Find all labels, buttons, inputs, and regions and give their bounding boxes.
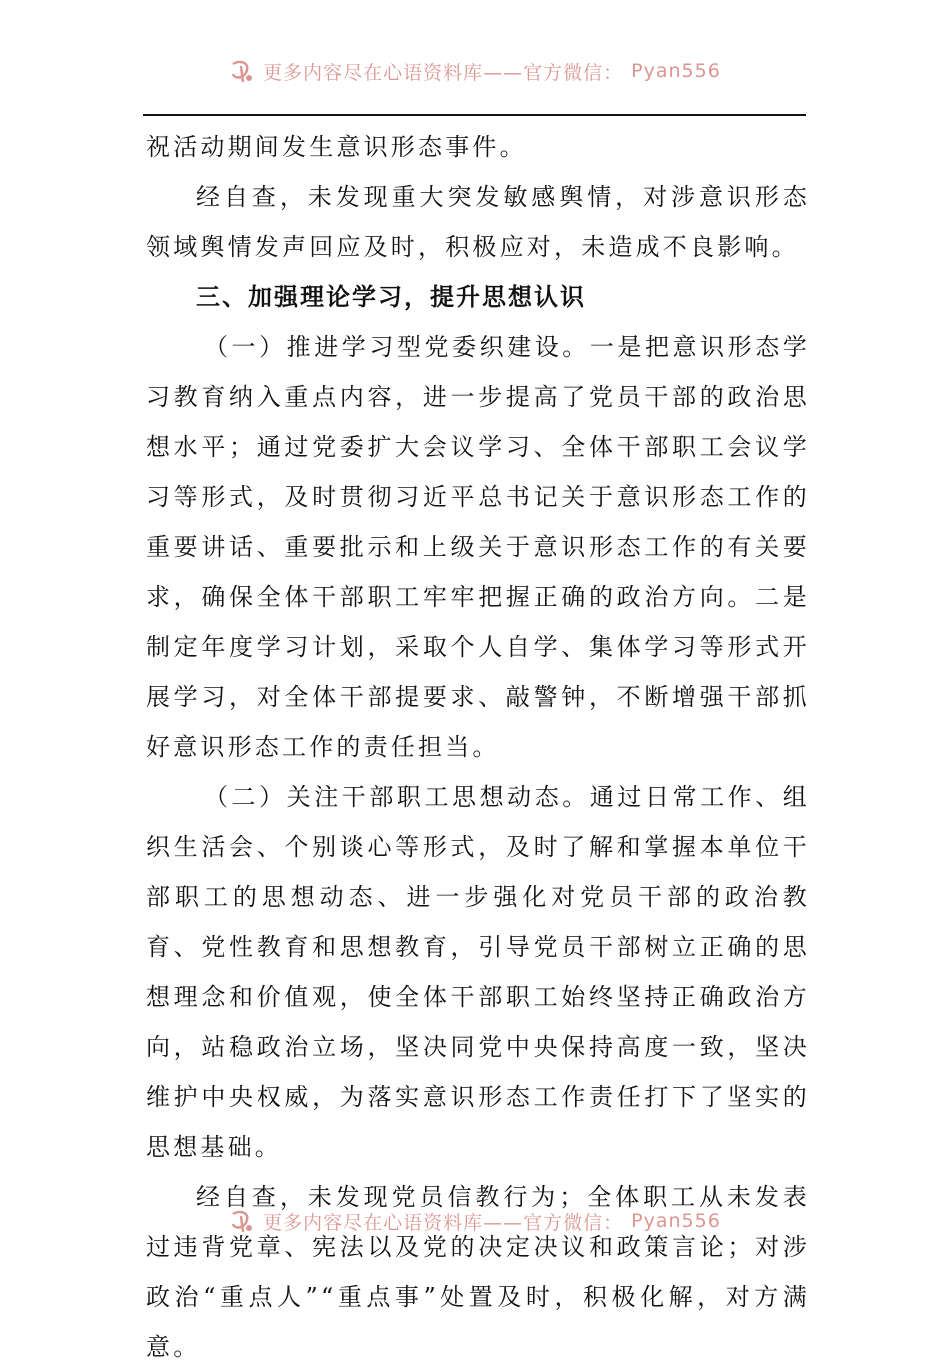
document-body [146,122,810,1372]
paragraph-self-check-opinion: 经自查，未发现重大突发敏感舆情，对涉意识形态领域舆情发声回应及时，积极应对，未造成不良影响。 [146,183,810,261]
paragraph-study-party-committee: （一）推进学习型党委织建设。一是把意识形态学习教育纳入重点内容，进一步提高了党员干部的政治思想水平；通过党委扩大会议学习、全体干部职工会议学习等形式，及时贯彻习近平总书记关于意识形态工作的重要讲话、重要批示和上级关于意识形态工作的有关要求，确保全体干部职工牢牢把握正确的政治方向。二是制定年度学习计划，采取个人自学、集体学习等形式开展学习，对全体干部提要求、敲警钟，不断增强干部抓好意识形态工作的责任担当。 [146,333,810,761]
section-heading: 三、加强理论学习，提升思想认识 [196,283,586,311]
paragraph-staff-thinking: （二）关注干部职工思想动态。通过日常工作、组织生活会、个别谈心等形式，及时了解和掌握本单位干部职工的思想动态、进一步强化对党员干部的政治教育、党性教育和思想教育，引导党员干部树立正确的思想理念和价值观，使全体干部职工始终坚持正确政治方向，站稳政治立场，坚决同党中央保持高度一致，坚决维护中央权威，为落实意识形态工作责任打下了坚实的思想基础。 [146,783,810,1161]
watermark-text: 更多内容尽在心语资料库——官方微信： [263,1211,624,1234]
paragraph-continuation: 祝活动期间发生意识形态事件。 [146,133,527,161]
header-rule [143,114,806,116]
watermark-handle: Pyan556 [631,1210,721,1232]
footer-watermark [0,1206,950,1236]
watermark-text: 更多内容尽在心语资料库——官方微信： [263,61,624,84]
paragraph-self-check-conclusion: 经自查，未发现党员信教行为；全体职工从未发表过违背党章、宪法以及党的决定决议和政策言论；对涉政治“重点人”“重点事”处置及时，积极化解，对方满意。 [146,1183,810,1361]
watermark-logo-icon [229,1208,255,1234]
watermark-logo-icon [229,58,255,84]
watermark-handle: Pyan556 [631,60,721,82]
header-watermark [0,56,950,86]
